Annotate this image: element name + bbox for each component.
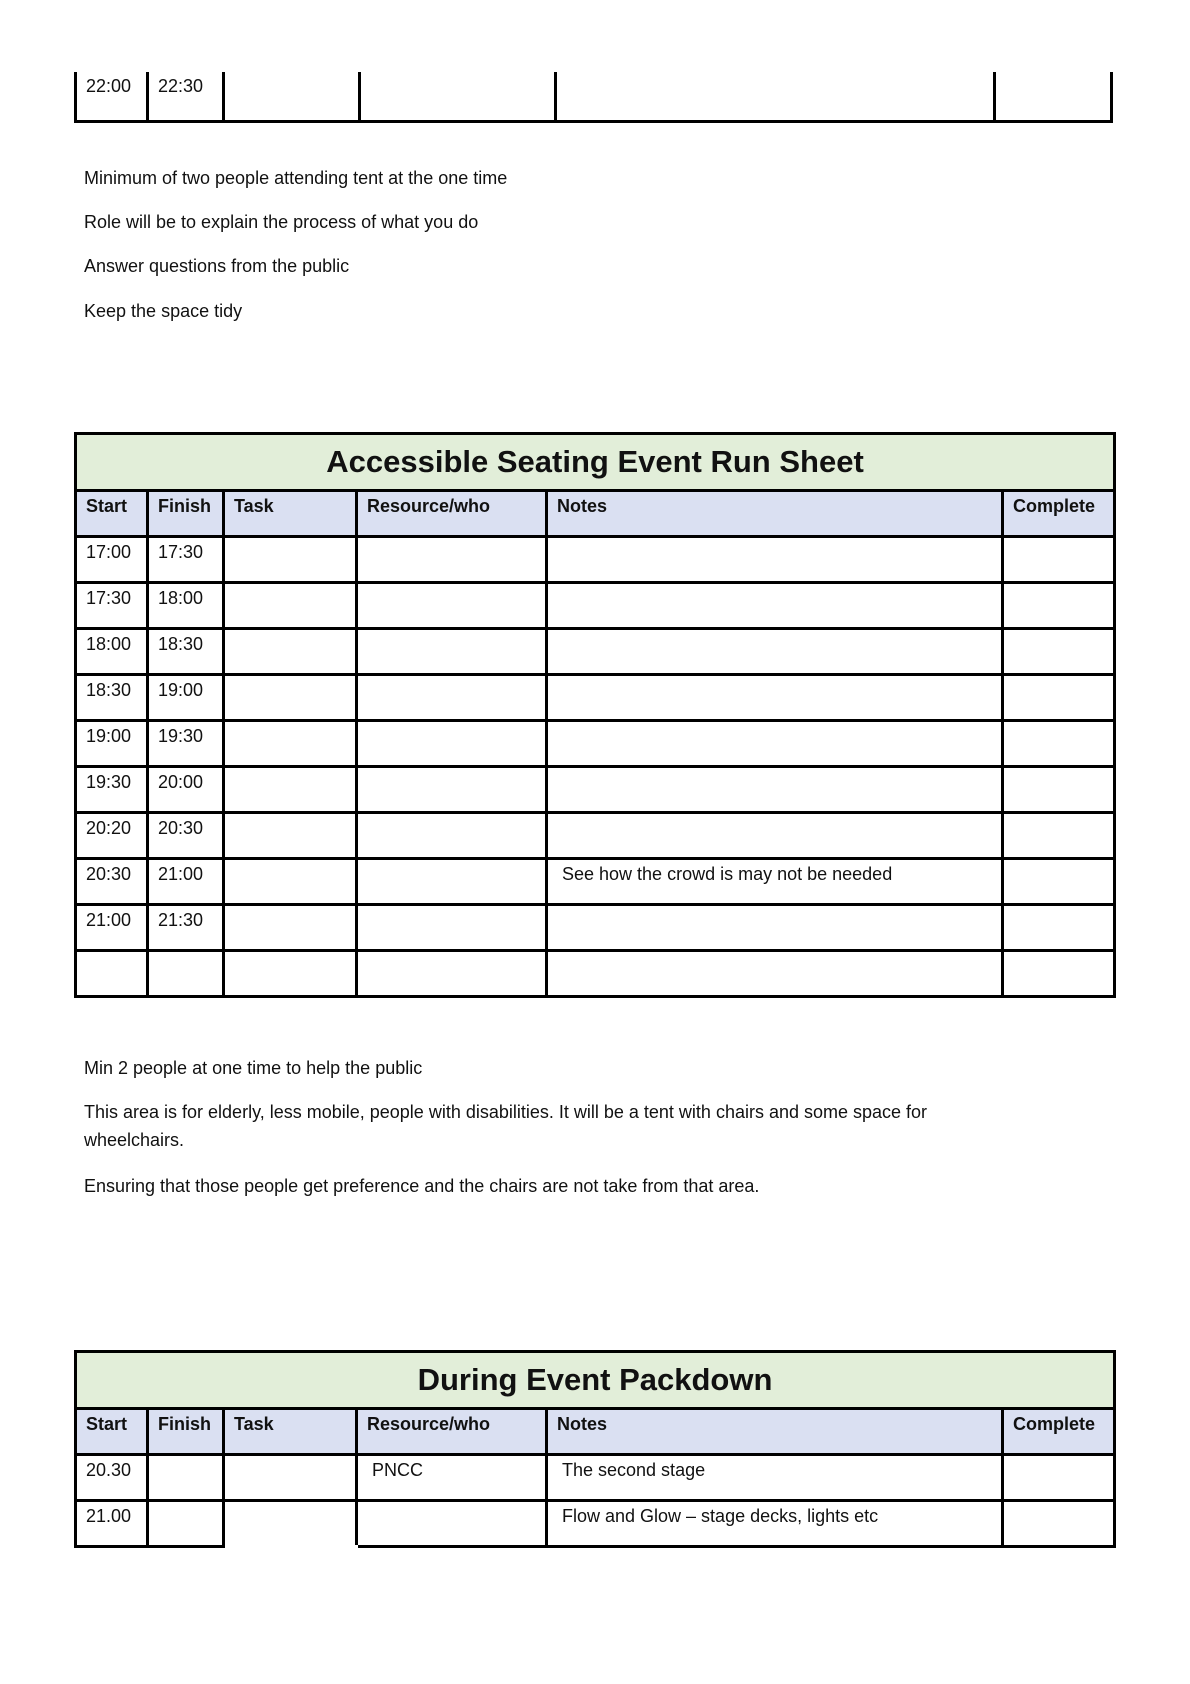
cell-complete	[1003, 859, 1115, 905]
cell-finish	[148, 951, 224, 997]
note-line: Keep the space tidy	[84, 301, 243, 321]
cell-start: 20:30	[76, 859, 148, 905]
cell-complete	[1003, 537, 1115, 583]
header-row	[76, 491, 1115, 537]
previous-run-sheet-table	[74, 72, 1113, 123]
cell-finish: 21:00	[148, 859, 224, 905]
cell-task	[224, 951, 357, 997]
table-title: Accessible Seating Event Run Sheet	[76, 434, 1115, 491]
cell-finish: 19:30	[148, 721, 224, 767]
cell-notes	[547, 767, 1003, 813]
cell-notes	[547, 675, 1003, 721]
cell-task	[224, 813, 357, 859]
cell-finish: 20:00	[148, 767, 224, 813]
table-row	[76, 72, 1112, 122]
cell-finish	[148, 1455, 224, 1501]
cell-notes: See how the crowd is may not be needed	[547, 859, 1003, 905]
table-row	[76, 1455, 1115, 1501]
cell-task	[224, 675, 357, 721]
note-line: Ensuring that those people get preference and the chairs are not take from that area.	[84, 1176, 760, 1196]
cell-start: 17:30	[76, 583, 148, 629]
header-complete: Complete	[1003, 1409, 1115, 1455]
cell-resource	[357, 1501, 547, 1547]
table-row	[76, 721, 1115, 767]
cell-resource	[357, 905, 547, 951]
cell-notes: The second stage	[547, 1455, 1003, 1501]
cell-resource	[357, 767, 547, 813]
cell-start: 18:30	[76, 675, 148, 721]
cell-finish: 18:00	[148, 583, 224, 629]
cell-resource	[357, 537, 547, 583]
cell-resource: PNCC	[357, 1455, 547, 1501]
cell-complete	[995, 72, 1112, 122]
accessible-seating-table	[74, 432, 1116, 998]
cell-complete	[1003, 629, 1115, 675]
cell-start: 17:00	[76, 537, 148, 583]
cell-complete	[1003, 767, 1115, 813]
cell-notes	[556, 72, 995, 122]
cell-start: 20.30	[76, 1455, 148, 1501]
cell-task	[224, 767, 357, 813]
table-row	[76, 675, 1115, 721]
cell-finish: 17:30	[148, 537, 224, 583]
cell-start: 18:00	[76, 629, 148, 675]
header-notes: Notes	[547, 1409, 1003, 1455]
cell-resource	[357, 629, 547, 675]
cell-resource	[357, 813, 547, 859]
cell-task	[224, 629, 357, 675]
table-row	[76, 905, 1115, 951]
cell-notes	[547, 721, 1003, 767]
header-task: Task	[224, 491, 357, 537]
table-row	[76, 629, 1115, 675]
header-finish: Finish	[148, 1409, 224, 1455]
cell-task	[224, 537, 357, 583]
header-row	[76, 1409, 1115, 1455]
cell-finish	[148, 1501, 224, 1547]
header-notes: Notes	[547, 491, 1003, 537]
cell-start: 21:00	[76, 905, 148, 951]
table-title: During Event Packdown	[76, 1352, 1115, 1409]
header-complete: Complete	[1003, 491, 1115, 537]
cell-notes	[547, 951, 1003, 997]
cell-resource	[357, 721, 547, 767]
cell-complete	[1003, 905, 1115, 951]
note-line: Answer questions from the public	[84, 256, 350, 276]
header-resource: Resource/who	[357, 491, 547, 537]
cell-task	[224, 905, 357, 951]
cell-complete	[1003, 1501, 1115, 1547]
cell-start	[76, 951, 148, 997]
cell-notes	[547, 813, 1003, 859]
cell-complete	[1003, 813, 1115, 859]
header-start: Start	[76, 1409, 148, 1455]
cell-complete	[1003, 675, 1115, 721]
cell-notes	[547, 583, 1003, 629]
table-row	[76, 951, 1115, 997]
cell-task	[224, 1501, 357, 1547]
cell-task	[224, 1455, 357, 1501]
cell-complete	[1003, 583, 1115, 629]
note-line: This area is for elderly, less mobile, people with disabilities. It will be a tent with chairs and some space for wheelchairs.	[84, 1102, 928, 1150]
cell-task	[224, 859, 357, 905]
cell-finish: 18:30	[148, 629, 224, 675]
header-resource: Resource/who	[357, 1409, 547, 1455]
note-line: Role will be to explain the process of what you do	[84, 212, 479, 232]
cell-start: 22:00	[76, 72, 148, 122]
note-line: Minimum of two people attending tent at the one time	[84, 168, 508, 188]
cell-task	[224, 72, 360, 122]
cell-resource	[357, 951, 547, 997]
table-row	[76, 1501, 1115, 1547]
cell-finish: 22:30	[148, 72, 224, 122]
table-row	[76, 537, 1115, 583]
cell-notes	[547, 905, 1003, 951]
cell-task	[224, 721, 357, 767]
cell-complete	[1003, 721, 1115, 767]
cell-start: 21.00	[76, 1501, 148, 1547]
cell-finish: 21:30	[148, 905, 224, 951]
header-task: Task	[224, 1409, 357, 1455]
cell-notes	[547, 629, 1003, 675]
cell-resource	[357, 583, 547, 629]
table-row	[76, 813, 1115, 859]
cell-task	[224, 583, 357, 629]
cell-resource	[357, 675, 547, 721]
note-line: Min 2 people at one time to help the public	[84, 1058, 423, 1078]
cell-complete	[1003, 951, 1115, 997]
cell-complete	[1003, 1455, 1115, 1501]
cell-resource	[357, 859, 547, 905]
cell-finish: 19:00	[148, 675, 224, 721]
header-finish: Finish	[148, 491, 224, 537]
table-row	[76, 767, 1115, 813]
cell-notes	[547, 537, 1003, 583]
cell-start: 19:00	[76, 721, 148, 767]
packdown-table	[74, 1350, 1116, 1548]
header-start: Start	[76, 491, 148, 537]
table-row	[76, 583, 1115, 629]
table-row	[76, 859, 1115, 905]
cell-finish: 20:30	[148, 813, 224, 859]
cell-notes: Flow and Glow – stage decks, lights etc	[547, 1501, 1003, 1547]
cell-resource	[360, 72, 556, 122]
cell-start: 19:30	[76, 767, 148, 813]
cell-start: 20:20	[76, 813, 148, 859]
